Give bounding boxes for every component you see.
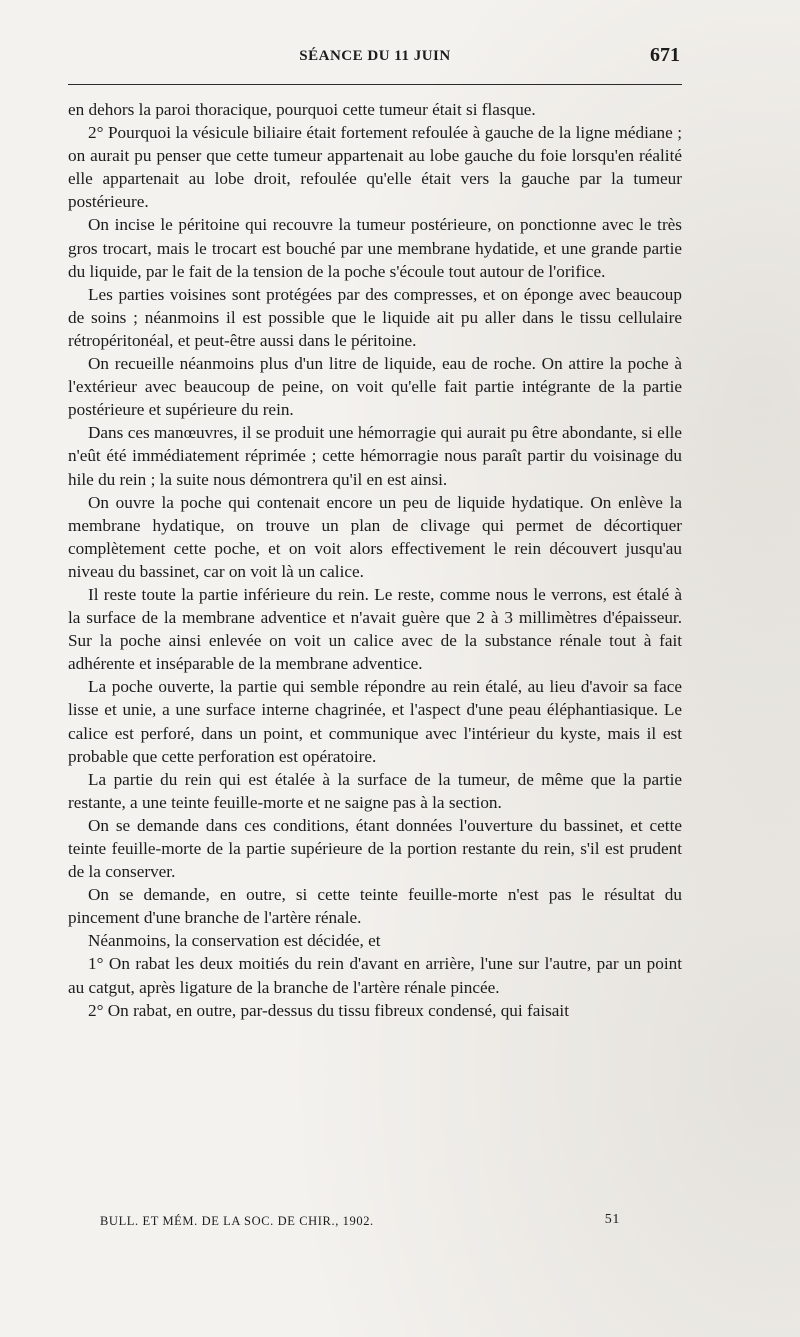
paragraph-3: On incise le péritoine qui recouvre la tumeur postérieure, on ponctionne avec le très gros trocart, mais le trocart est bouché par une membrane hydatide, et une grande partie du liquide, par le fait de la tension de la poche s'écoule tout autour de l'orifice.: [68, 215, 682, 281]
paragraph-10: La partie du rein qui est étalée à la surface de la tumeur, de même que la partie restante, a une teinte feuille-morte et ne saigne pas à la section.: [68, 769, 682, 812]
body-text: [68, 98, 682, 1022]
page-header: [68, 44, 682, 74]
journal-citation: BULL. ET MÉM. DE LA SOC. DE CHIR., 1902.: [100, 1214, 374, 1228]
header-rule: [68, 84, 682, 85]
paragraph-6: Dans ces manœuvres, il se produit une hémorragie qui aurait pu être abondante, si elle n'eût été immédiatement réprimée ; cette hémorragie nous paraît partir du voisinage du hile du rein ; la suite nous démontrera qu'il en est ainsi.: [68, 423, 682, 489]
paragraph-2: 2° Pourquoi la vésicule biliaire était fortement refoulée à gauche de la ligne médiane ; on aurait pu penser que cette tumeur appartenait au lobe gauche du foie lorsqu'en réalité elle appartenait au lobe droit, refoulée qu'elle était vers la gauche par la tumeur postérieure.: [68, 123, 682, 212]
paragraph-4: Les parties voisines sont protégées par des compresses, et on éponge avec beaucoup de soins ; néanmoins il est possible que le liquide ait pu aller dans le tissu cellulaire rétropéritonéal, et peut-être aussi dans le péritoine.: [68, 284, 682, 350]
paragraph-8: Il reste toute la partie inférieure du rein. Le reste, comme nous le verrons, est étalé à la surface de la membrane adventice et n'avait guère que 2 à 3 millimètres d'épaisseur. Sur la poche ainsi enlevée on voit un calice avec de la substance rénale tout à fait adhérente et inséparable de la membrane adventice.: [68, 584, 682, 674]
paragraph-15: 2° On rabat, en outre, par-dessus du tissu fibreux condensé, qui faisait: [88, 1000, 569, 1020]
paragraph-9: La poche ouverte, la partie qui semble répondre au rein étalé, au lieu d'avoir sa face lisse et unie, a une surface interne chagrinée, et l'aspect d'une peau éléphantiasique. Le calice est perforé, dans un point, et communique avec l'intérieur du kyste, mais il est probable que cette perforation est opératoire.: [68, 677, 682, 766]
running-head: SÉANCE DU 11 JUIN: [299, 48, 451, 64]
page-footer: [100, 1212, 620, 1232]
page-number: 671: [650, 44, 680, 66]
paragraph-14: 1° On rabat les deux moitiés du rein d'avant en arrière, l'une sur l'autre, par un point au catgut, après ligature de la branche de l'artère rénale pincée.: [68, 954, 682, 997]
paragraph-13: Néanmoins, la conservation est décidée, et: [88, 931, 381, 951]
signature-mark: 51: [604, 1212, 620, 1227]
paragraph-11: On se demande dans ces conditions, étant données l'ouverture du bassinet, et cette teinte feuille-morte de la partie supérieure de la portion restante du rein, s'il est prudent de la conserver.: [68, 815, 682, 882]
paragraph-12: On se demande, en outre, si cette teinte feuille-morte n'est pas le résultat du pincement d'une branche de l'artère rénale.: [68, 885, 682, 928]
paragraph-1: en dehors la paroi thoracique, pourquoi cette tumeur était si flasque.: [68, 100, 536, 119]
paragraph-7: On ouvre la poche qui contenait encore un peu de liquide hydatique. On enlève la membrane hydatique, on trouve un plan de clivage qui permet de décortiquer complètement cette poche, et on voit alors effectivement le rein découvert jusqu'au niveau du bassinet, car on voit là un calice.: [68, 492, 682, 581]
paragraph-5: On recueille néanmoins plus d'un litre de liquide, eau de roche. On attire la poche à l'extérieur avec beaucoup de peine, on voit qu'elle fait partie intégrante de la partie postérieure et supérieure du rein.: [68, 354, 682, 420]
